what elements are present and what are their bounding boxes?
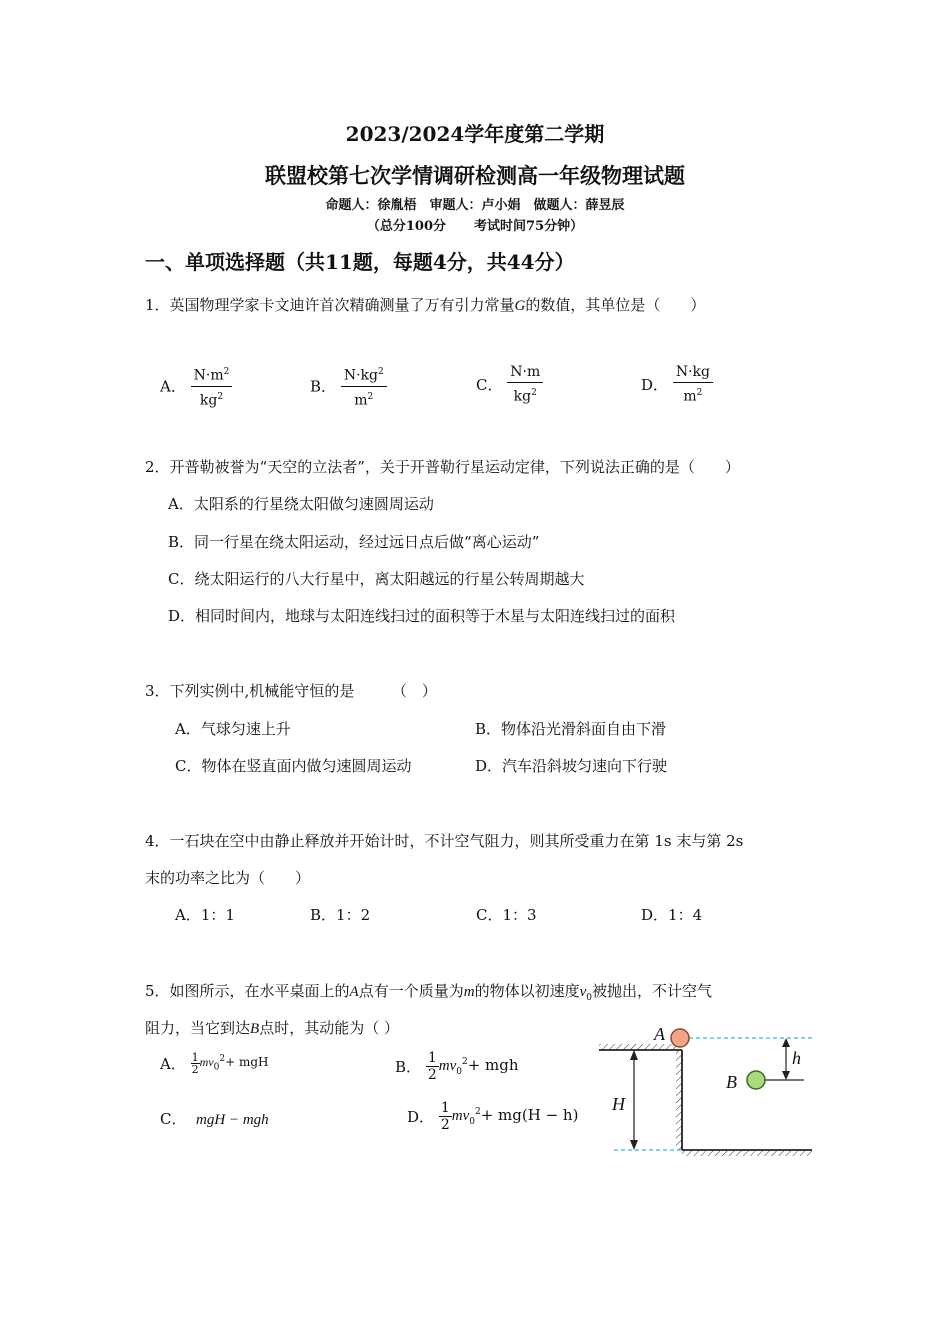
total-score: （总分100分 [366, 219, 447, 234]
ground-hatch [682, 1150, 812, 1156]
q1-var-g: G [514, 298, 526, 314]
table-side-hatch [676, 1050, 682, 1150]
q5-option-b: B． $\frac{1}{2}$ $mv_0^2+$ mgh [395, 1050, 519, 1083]
exam-title-line1: 2023/2024学年度第二学期 [345, 122, 605, 146]
exam-time: 考试时间75分钟） [474, 219, 584, 234]
label-h: h [792, 1048, 801, 1068]
q2-stem: 2．开普勒被誉为“天空的立法者”，关于开普勒行星运动定律，下列说法正确的是（ ） [145, 458, 740, 476]
q5-stem-line1: 5．如图所示，在水平桌面上的A点有一个质量为m的物体以初速度$v_0$被抛出，不计空气 [145, 982, 713, 1003]
q3-stem: 3．下列实例中,机械能守恒的是 （ ） [145, 682, 437, 700]
q4-option-a: A．1：1 [175, 906, 235, 924]
exam-score-time [0, 215, 950, 234]
q1-option-a: A． $\frac{N\cdot m^2}{kg^2}$ [160, 362, 232, 410]
exam-authors: 命题人：徐胤梧 审题人：卢小娟 做题人：薛昱辰 [325, 198, 625, 213]
q2-option-c: C．绕太阳运行的八大行星中，离太阳越远的行星公转周期越大 [168, 570, 585, 588]
q1-option-c: C． $\frac{N\cdot m}{kg^2}$ [476, 362, 543, 407]
h-small-arrow-head-top [782, 1038, 790, 1047]
q1-option-b: B． $\frac{N\cdot kg^2}{m^2}$ [310, 362, 387, 410]
table-top-hatch [599, 1044, 679, 1050]
h-small-arrow-head-bottom [782, 1071, 790, 1080]
label-B: B [726, 1072, 737, 1092]
q3-option-a: A．气球匀速上升 [175, 720, 291, 738]
label-A: A [654, 1024, 665, 1044]
q5-option-d: D． $\frac{1}{2}$ $mv_0^2+ mg(H - h)$ [407, 1100, 579, 1133]
exam-title-line2: 联盟校第七次学情调研检测高一年级物理试题 [265, 163, 685, 188]
q2-option-d: D．相同时间内，地球与太阳连线扫过的面积等于木星与太阳连线扫过的面积 [168, 607, 676, 625]
h-large-arrow-head-top [630, 1050, 638, 1060]
q2-option-a: A．太阳系的行星绕太阳做匀速圆周运动 [168, 495, 434, 513]
q3-option-d: D．汽车沿斜坡匀速向下行驶 [475, 757, 668, 775]
ball-b [747, 1071, 765, 1089]
q4-option-d: D．1：4 [641, 906, 703, 924]
q5-stem-line2: 阻力，当它到达B点时，其动能为（ ） [145, 1019, 399, 1037]
q5-option-a: A． $\frac{1}{2}$ $mv_0^2+$ mgH [160, 1051, 269, 1076]
q3-option-c: C．物体在竖直面内做匀速圆周运动 [175, 757, 412, 775]
q2-option-b: B．同一行星在绕太阳运动，经过远日点后做“离心运动” [168, 533, 540, 551]
q1-option-d: D． $\frac{N\cdot kg}{m^2}$ [641, 362, 713, 407]
ball-a [671, 1029, 689, 1047]
q4-option-c: C．1：3 [476, 906, 537, 924]
h-large-arrow-head-bottom [630, 1140, 638, 1150]
section-title: 一、单项选择题（共11题，每题4分，共44分） [145, 250, 575, 274]
q4-option-b: B．1：2 [310, 906, 371, 924]
q4-stem-line2: 末的功率之比为（ ） [145, 869, 311, 887]
q5-option-c: C． mgH − mgh [160, 1110, 269, 1128]
q5-diagram [594, 1022, 819, 1162]
label-H: H [612, 1094, 625, 1114]
q3-option-b: B．物体沿光滑斜面自由下滑 [475, 720, 667, 738]
q4-stem-line1: 4．一石块在空中由静止释放并开始计时，不计空气阻力，则其所受重力在第 1s 末与第 2s [145, 832, 744, 850]
q1-stem: 1．英国物理学家卡文迪许首次精确测量了万有引力常量G的数值，其单位是（ ） [145, 296, 706, 314]
